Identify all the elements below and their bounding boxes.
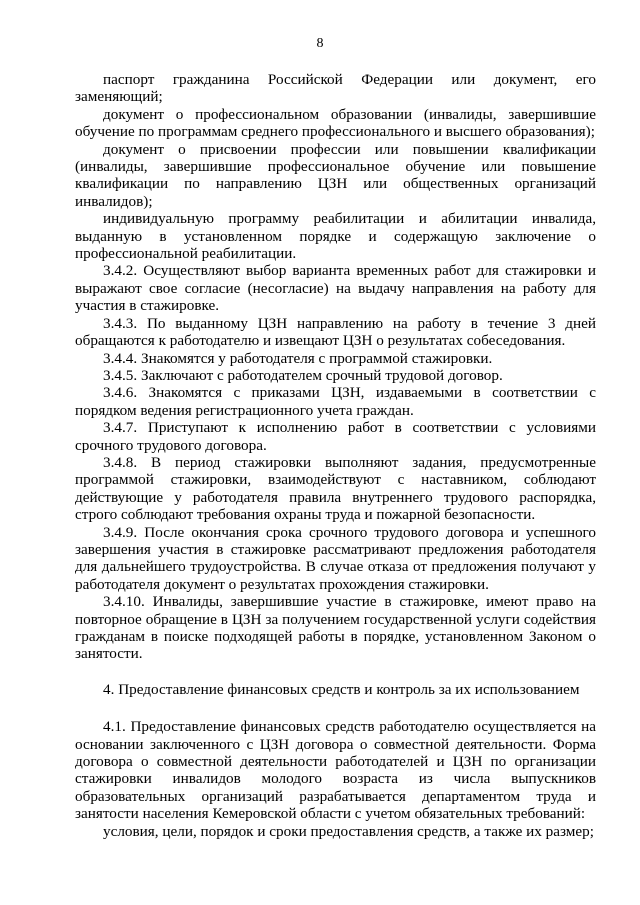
paragraph-4-1: 4.1. Предоставление финансовых средств работодателю осуществляется на основании заключенного с ЦЗН договора о совместной деятельности. Форма договора о совместной деятельности работодателей и ЦЗН по организации стажировки инвалидов молодого возраста из числа выпускников образовательных организаций разрабатывается департаментом труда и занятости населения Кемеровской области с учетом обязательных требований:: [75, 718, 596, 823]
paragraph-rehabilitation-program: индивидуальную программу реабилитации и абилитации инвалида, выданную в установленном порядке и содержащую заключение о профессиональной реабилитации.: [75, 210, 596, 263]
paragraph-3-4-9: 3.4.9. После окончания срока срочного трудового договора и успешного завершения участия в стажировке рассматривают предложения работодателя для дальнейшего трудоустройства. В случае отказа от предложения получают у работодателя документ о результатах прохождения стажировки.: [75, 523, 596, 593]
paragraph-qualification-document: документ о присвоении профессии или повышении квалификации (инвалиды, завершившие профессиональное обучение или повышение квалификации по направлению ЦЗН или общественных организаций инвалидов);: [75, 140, 596, 210]
paragraph-3-4-8: 3.4.8. В период стажировки выполняют задания, предусмотренные программой стажировки, взаимодействуют с наставником, соблюдают действующие у работодателя правила внутреннего трудового распорядка, строго соблюдают требования охраны труда и пожарной безопасности.: [75, 453, 596, 524]
paragraph-3-4-7: 3.4.7. Приступают к исполнению работ в соответствии с условиями срочного трудового договора.: [75, 419, 596, 454]
section-heading: 4. Предоставление финансовых средств и контроль за их использованием: [103, 680, 580, 698]
paragraph-3-4-5: 3.4.5. Заключают с работодателем срочный трудовой договор.: [103, 366, 503, 384]
paragraph-passport: паспорт гражданина Российской Федерации или документ, его заменяющий;: [75, 71, 596, 106]
paragraph-3-4-3: 3.4.3. По выданному ЦЗН направлению на работу в течение 3 дней обращаются к работодателю и извещают ЦЗН о результатах собеседования.: [75, 314, 596, 350]
document-body: [75, 71, 596, 840]
paragraph-conditions: условия, цели, порядок и сроки предоставления средств, а также их размер;: [103, 822, 594, 840]
paragraph-3-4-10: 3.4.10. Инвалиды, завершившие участие в стажировке, имеют право на повторное обращение в ЦЗН за получением государственной услуги содействия гражданам в поиске подходящей работы в порядке, установленном Законом о занятости.: [75, 593, 596, 663]
paragraph-education-document: документ о профессиональном образовании (инвалиды, завершившие обучение по программам среднего профессионального и высшего образования);: [75, 105, 596, 141]
paragraph-3-4-2: 3.4.2. Осуществляют выбор варианта временных работ для стажировки и выражают свое согласие (несогласие) на выдачу направления на работу для участия в стажировке.: [75, 262, 596, 315]
paragraph-3-4-4: 3.4.4. Знакомятся у работодателя с программой стажировки.: [103, 349, 493, 367]
paragraph-3-4-6: 3.4.6. Знакомятся с приказами ЦЗН, издаваемыми в соответствии с порядком ведения регистрационного учета граждан.: [75, 384, 596, 419]
page-number: 8: [316, 36, 324, 51]
